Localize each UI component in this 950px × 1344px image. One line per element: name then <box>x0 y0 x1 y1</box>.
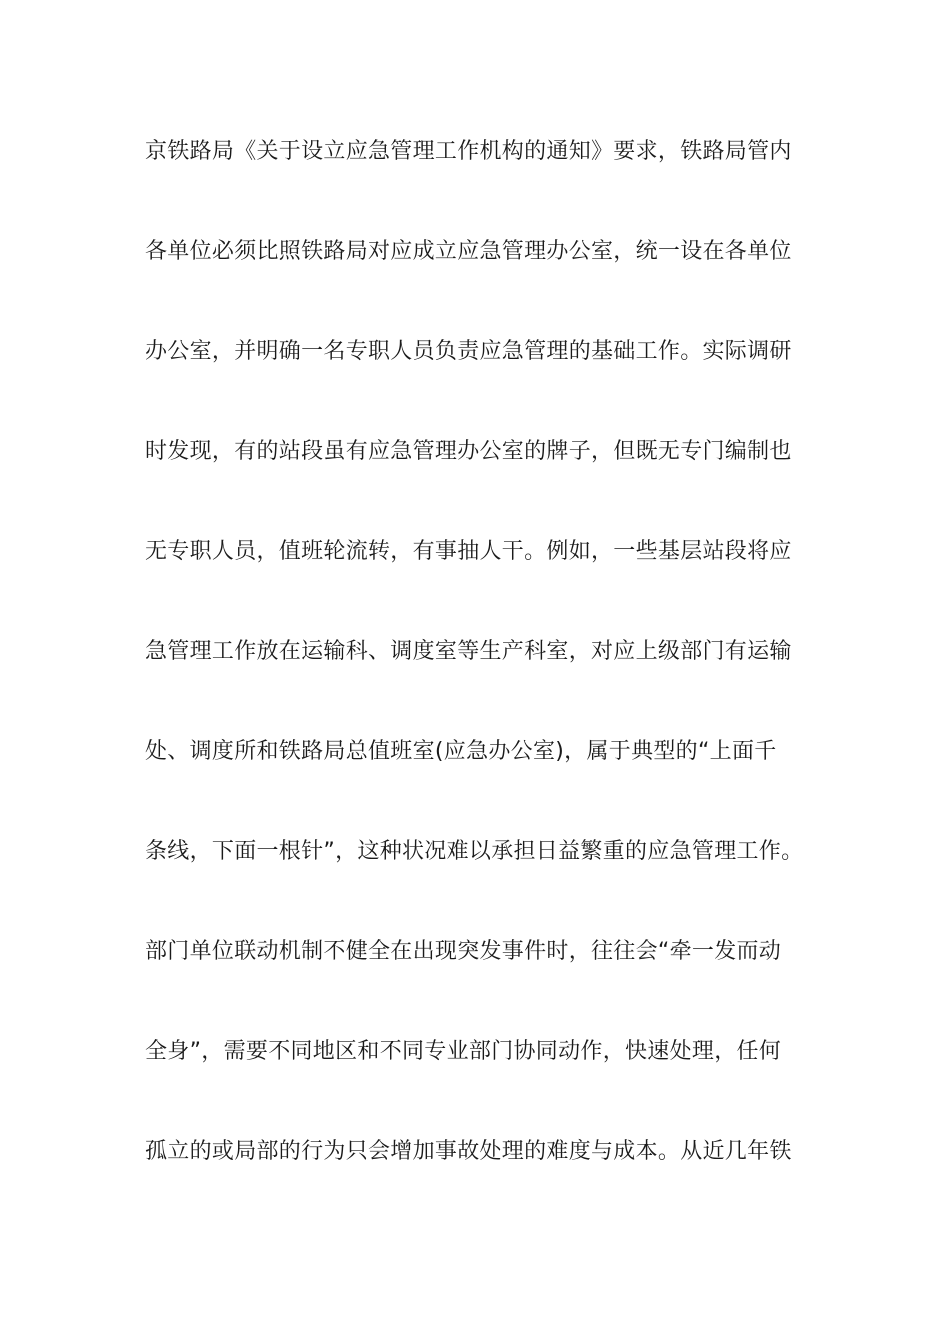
text-line: 急管理工作放在运输科、调度室等生产科室，对应上级部门有运输 <box>145 639 792 664</box>
text-line: 部门单位联动机制不健全在出现突发事件时，往往会“牵一发而动 <box>145 939 782 964</box>
text-line: 条线，下面一根针”，这种状况难以承担日益繁重的应急管理工作。 <box>145 839 804 864</box>
text-line: 无专职人员，值班轮流转，有事抽人干。例如，一些基层站段将应 <box>145 539 792 564</box>
body-text <box>145 132 825 1232</box>
text-line: 时发现，有的站段虽有应急管理办公室的牌子，但既无专门编制也 <box>145 439 792 464</box>
text-line: 处、调度所和铁路局总值班室(应急办公室)，属于典型的“上面千 <box>145 739 777 764</box>
text-line: 孤立的或局部的行为只会增加事故处理的难度与成本。从近几年铁 <box>145 1139 792 1164</box>
text-line: 京铁路局《关于设立应急管理工作机构的通知》要求，铁路局管内 <box>145 139 792 164</box>
text-line: 各单位必须比照铁路局对应成立应急管理办公室，统一设在各单位 <box>145 239 792 264</box>
text-line: 全身”，需要不同地区和不同专业部门协同动作，快速处理，任何 <box>145 1039 782 1064</box>
text-line: 办公室，并明确一名专职人员负责应急管理的基础工作。实际调研 <box>145 339 792 364</box>
